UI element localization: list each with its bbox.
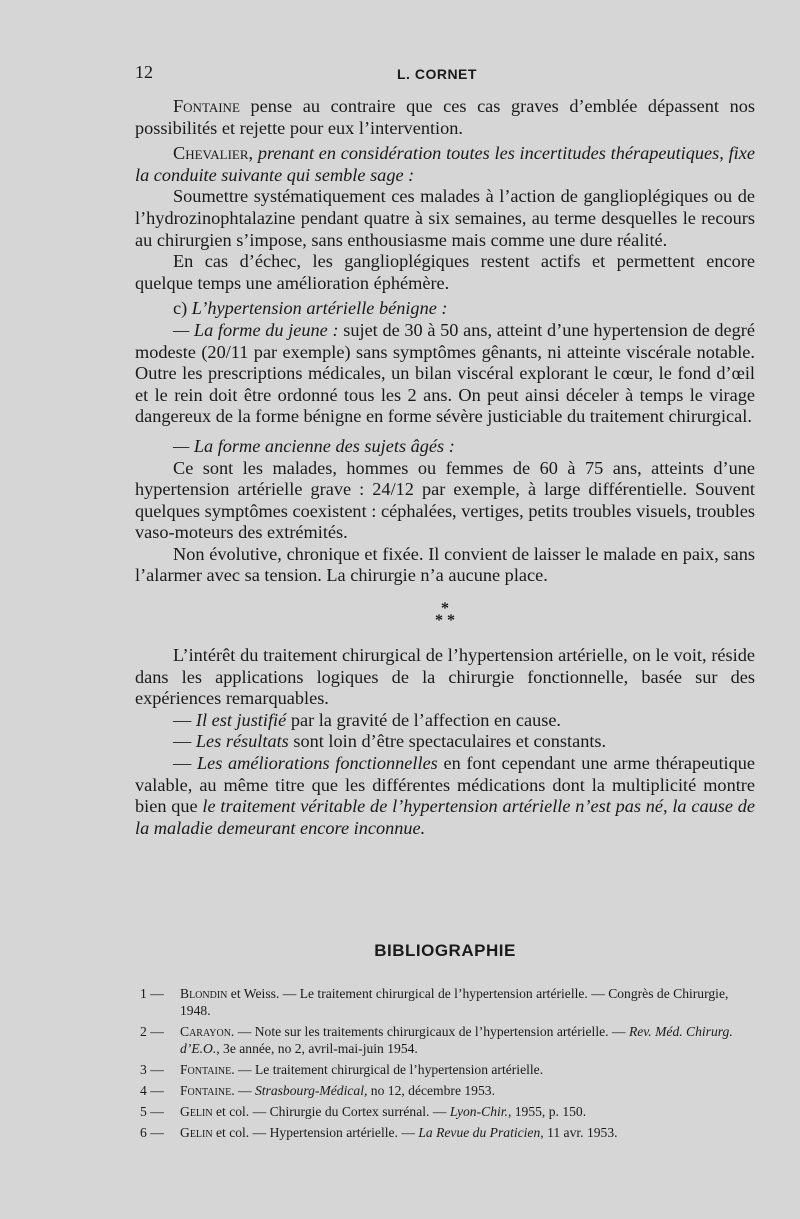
- dash: —: [173, 753, 197, 774]
- bibliography-list: [140, 985, 760, 1145]
- entry-text: [180, 1124, 760, 1141]
- entry-journal: Lyon-Chir.,: [449, 1104, 512, 1119]
- running-head: L. CORNET: [397, 66, 477, 82]
- paragraph: [135, 710, 755, 732]
- entry-rest: et Weiss. — Le traitement chirurgical de l’hypertension artérielle. — Congrès de Chirurgie, 1948.: [180, 986, 729, 1018]
- entry-author: Blondin: [180, 986, 228, 1001]
- heading-title: L’hypertension artérielle bénigne :: [191, 298, 448, 319]
- separator-star-top: *: [441, 600, 449, 618]
- paragraph: Non évolutive, chronique et fixée. Il convient de laisser le malade en paix, sans l’alarmer avec sa tension. La chirurgie n’a aucune place.: [135, 543, 755, 586]
- entry-journal: Strasbourg-Médical,: [254, 1083, 368, 1098]
- paragraph-text: par la gravité de l’affection en cause.: [286, 709, 562, 730]
- entry-text: [180, 1082, 760, 1099]
- paragraph-italic: Les améliorations fonctionnelles: [196, 753, 438, 774]
- entry-journal: Rev. Méd. Chirurg. d’E.O.: [180, 1024, 733, 1056]
- paragraph: [135, 753, 755, 839]
- paragraph-text: en font cependant une arme thérapeutique valable, au même titre que les différentes médications dont la multiplicité montre bien que: [135, 753, 755, 817]
- entry-text: [180, 985, 760, 1019]
- paragraph: [135, 143, 755, 186]
- entry-tail: no 12, décembre 1953.: [367, 1083, 495, 1098]
- paragraph-text: sont loin d’être spectaculaires et constants.: [288, 731, 607, 752]
- entry-text: [180, 1103, 760, 1120]
- author-name: Chevalier,: [173, 143, 254, 164]
- entry-author: Fontaine.: [180, 1062, 235, 1077]
- entry-rest: — Le traitement chirurgical de l’hypertension artérielle.: [234, 1062, 544, 1077]
- bibliography-entry: [140, 1124, 760, 1141]
- bibliography-entry: [140, 985, 760, 1019]
- entry-author: Fontaine.: [180, 1083, 235, 1098]
- paragraph-text: pense au contraire que ces cas graves d’emblée dépassent nos possibilités et rejette pour eux l’intervention.: [135, 96, 755, 138]
- paragraph: L’intérêt du traitement chirurgical de l’hypertension artérielle, on le voit, réside dans les applications logiques de la chirurgie fonctionnelle, basée sur des expériences remarquables.: [135, 645, 755, 709]
- author-name: Fontaine: [173, 96, 240, 116]
- dash: —: [173, 709, 196, 730]
- entry-number: 4 —: [140, 1083, 164, 1098]
- page-header: [135, 62, 755, 86]
- bibliography-entry: [140, 1023, 760, 1057]
- entry-number: 2 —: [140, 1024, 164, 1039]
- bibliography-entry: [140, 1082, 760, 1099]
- entry-rest: —: [234, 1083, 255, 1098]
- paragraph: Ce sont les malades, hommes ou femmes de 60 à 75 ans, atteints d’une hypertension artérielle grave : 24/12 par exemple, à large différentielle. Souvent quelques symptômes coexistent : céphalées, vertiges, petits troubles visuels, troubles vaso-moteurs des extrémités.: [135, 457, 755, 543]
- paragraph: [135, 96, 755, 139]
- entry-tail: , 3e année, no 2, avril-mai-juin 1954.: [216, 1041, 418, 1056]
- paragraph-italic: Les résultats: [195, 731, 289, 752]
- paragraph-text: sujet de 30 à 50 ans, atteint d’une hypertension de degré modeste (20/11 par exemple) sans symptômes gênants, ni atteinte viscérale notable. Outre les prescriptions médicales, un bilan viscéral explorant le cœur, le fond d’œil et le rein doit être ordonné tous les 2 ans. On peut ainsi déceler à temps le virage dangereux de la forme bénigne en forme sévère justiciable du traitement chirurgical.: [135, 319, 755, 427]
- entry-journal: La Revue du Praticien,: [418, 1125, 544, 1140]
- bibliography-entry: [140, 1061, 760, 1078]
- entry-number: 6 —: [140, 1125, 164, 1140]
- paragraph-italic: Il est justifié: [195, 709, 287, 730]
- entry-author: Gelin: [180, 1125, 213, 1140]
- page-number: 12: [135, 62, 153, 82]
- paragraph: [135, 320, 755, 428]
- bibliography-title: BIBLIOGRAPHIE: [374, 941, 516, 960]
- subheading-title: — La forme ancienne des sujets âgés :: [173, 435, 455, 456]
- entry-text: [180, 1023, 760, 1057]
- separator-star-bottom: * *: [435, 612, 455, 630]
- entry-number: 1 —: [140, 986, 164, 1001]
- bibliography-entry: [140, 1103, 760, 1120]
- entry-tail: 11 avr. 1953.: [543, 1125, 618, 1140]
- entry-author: Carayon.: [180, 1024, 235, 1039]
- body-text: [135, 96, 755, 839]
- heading-prefix: c): [173, 298, 192, 319]
- entry-author: Gelin: [180, 1104, 213, 1119]
- entry-rest: et col. — Chirurgie du Cortex surrénal. —: [212, 1104, 450, 1119]
- entry-rest: — Note sur les traitements chirurgicaux de l’hypertension artérielle. —: [234, 1024, 629, 1039]
- section-separator: [135, 600, 755, 630]
- entry-text: [180, 1061, 760, 1078]
- paragraph: [135, 731, 755, 753]
- paragraph-italic: — La forme du jeune :: [173, 319, 339, 340]
- entry-number: 3 —: [140, 1062, 164, 1077]
- dash: —: [173, 731, 196, 752]
- entry-rest: et col. — Hypertension artérielle. —: [212, 1125, 419, 1140]
- paragraph-italic: prenant en considération toutes les incertitudes thérapeutiques, fixe la conduite suivante qui semble sage :: [135, 143, 755, 185]
- paragraph: En cas d’échec, les ganglioplégiques restent actifs et permettent encore quelque temps une amélioration éphémère.: [135, 251, 755, 293]
- entry-number: 5 —: [140, 1104, 164, 1119]
- paragraph: Soumettre systématiquement ces malades à l’action de ganglioplégiques ou de l’hydrozinophtalazine pendant quatre à six semaines, au terme desquelles le recours au chirurgien s’impose, sans enthousiasme mais comme une dure réalité.: [135, 186, 755, 250]
- paragraph-italic: le traitement véritable de l’hypertension artérielle n’est pas né, la cause de la maladie demeurant encore inconnue.: [135, 796, 755, 838]
- section-heading: [135, 298, 755, 320]
- subheading: [135, 436, 755, 458]
- entry-tail: 1955, p. 150.: [511, 1104, 587, 1119]
